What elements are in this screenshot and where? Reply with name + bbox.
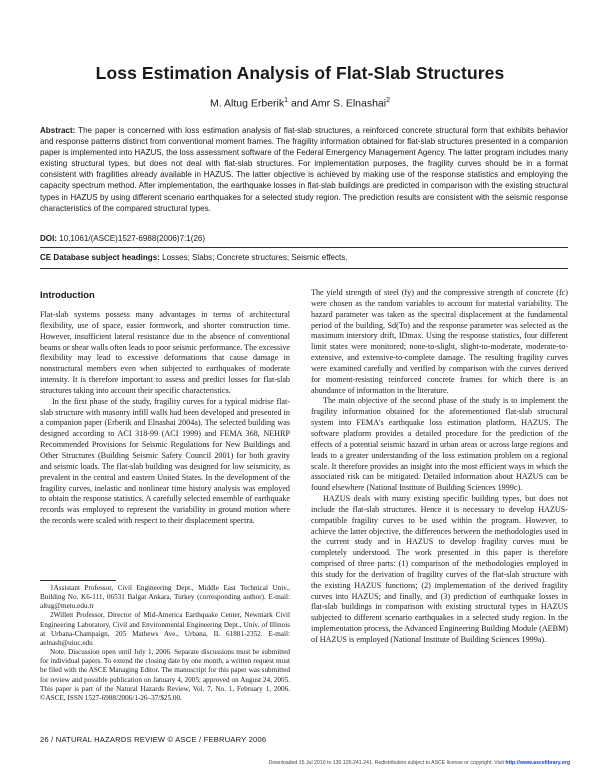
rule-top	[40, 247, 568, 248]
subject-headings	[40, 253, 568, 262]
download-notice	[0, 760, 570, 766]
footnote-2: 2Willett Professor, Director of Mid-America Earthquake Center, Newmark Civil Engineering Laboratory, Civil and Environmental Engineering Dept., Univ. of Illinois at Urbana-Champaign, 205 Mathews Ave., Urbana, IL 61801-2352. E-mail: aelnash@uiuc.edu	[40, 611, 290, 647]
right-column	[311, 288, 568, 646]
doi-value: 10.1061/(ASCE)1527-6988(2006)7:1(26)	[59, 234, 206, 243]
left-column	[40, 310, 290, 527]
page-footer: 26 / NATURAL HAZARDS REVIEW © ASCE / FEBRUARY 2006	[40, 735, 267, 744]
author-1-mark: 1	[284, 97, 289, 104]
paper-title: Loss Estimation Analysis of Flat-Slab Structures	[95, 63, 505, 83]
footnote-rule	[40, 580, 116, 581]
right-paragraph-2: The main objective of the second phase of the study is to implement the fragility information obtained for the aforementioned flat-slab structural system into FEMA's earthquake loss estimation platform, HAZUS. The software platform provides a detailed procedure for the prediction of the effects of a potential seismic hazard in urban areas or across large regions and leads to a greater understanding of the loss estimation problem on a regional scale. It therefore provides an insight into the most efficient ways in which the associated risk can be mitigated. Detailed information about HAZUS can be found elsewhere (National Institute of Building Sciences 1999c).	[311, 396, 568, 493]
rule-bottom	[40, 268, 568, 269]
left-paragraph-1: Flat-slab systems possess many advantages in terms of architectural flexibility, use of space, easier formwork, and shorter construction time. However, insufficient lateral resistance due to the absence of conventional beams or shear walls often leads to poor seismic performance. The excessive flexibility may lead to excessive deformations that cause damage in nonstructural members even when subjected to earthquakes of moderate intensity. It is therefore important to assess and predict losses for flat-slab structures taking into account their specific characteristics.	[40, 310, 290, 395]
author-1: M. Altug Erberik	[210, 97, 285, 110]
right-paragraph-1: The yield strength of steel (fy) and the compressive strength of concrete (fc) were chosen as the random variables to account for material variability. The hazard parameter was taken as the spectral displacement at the fundamental period of the building, Sd(To) and the response parameter was selected as the maximum interstory drift, IDmax. Using the response statistics, four different limit states were monitored; none-to-slight, slight-to-moderate, moderate-to-extensive, and extensive-to-complete damage. The resulting fragility curves were examined carefully and verified by comparison with the curves derived for moment-resisting reinforced concrete frames for which there is an abundance of information in the literature.	[311, 288, 568, 395]
section-heading-introduction: Introduction	[40, 289, 95, 300]
author-2: Amr S. Elnashai	[310, 97, 387, 110]
abstract	[40, 125, 568, 214]
right-paragraph-3: HAZUS deals with many existing specific building types, but does not include the flat-slab structures. Hence it is necessary to develop HAZUS-compatible fragility curves to be used within the program. However, to achieve the latter objective, the differences between the methodologies used in the current study and in HAZUS to develop fragility curves must be completely understood. The work presented in this paper is therefore comprised of three parts: (1) comparison of the methodologies employed in this study for the derivation of fragility curves of the flat-slab structure with the existing HAZUS functions; (2) implementation of the derived fragility curves into HAZUS; and finally, and (3) prediction of earthquake losses in flat-slab buildings in comparison with existing structural types in HAZUS subjected to different scenario earthquakes in a selected study region. In the implementation process, the Advanced Engineering Building Module (AEBM) of HAZUS is employed (National Institute of Building Sciences 1999a).	[311, 494, 568, 644]
abstract-label: Abstract:	[40, 126, 76, 135]
footnote-note: Note. Discussion open until July 1, 2006. Separate discussions must be submitted for individual papers. To extend the closing date by one month, a written request must be filed with the ASCE Managing Editor. The manuscript for this paper was submitted for review and possible publication on January 4, 2005; approved on August 24, 2005. This paper is part of the Natural Hazards Review, Vol. 7, No. 1, February 1, 2006. ©ASCE, ISSN 1527-6988/2006/1-26–37/$25.00.	[40, 648, 290, 702]
subject-headings-value: Losses; Slabs; Concrete structures; Seismic effects.	[162, 253, 348, 262]
footnotes	[40, 584, 290, 703]
download-text: Downloaded 15 Jul 2010 to 130.126.241.241. Redistribution subject to ASCE license or copyright. Visit	[268, 760, 506, 766]
doi-line	[40, 234, 568, 243]
subject-headings-label: CE Database subject headings:	[40, 253, 160, 262]
left-paragraph-2: In the first phase of the study, fragility curves for a typical midrise flat-slab structure with masonry infill walls had been developed and presented in a companion paper (Erberik and Elnashai 2004a). The selected building was designed according to ACI 318-99 (ACI 1999) and FEMA 368, NEHRP Recommended Provisions for Seismic Regulations for New Buildings and Other Structures (Building Seismic Safety Council 2001) for both gravity and seismic loads. The flat-slab building was designed for low seismicity, as prevalent in the central and eastern United States. In the development of the fragility curves, inelastic and nonlinear time history analysis was employed to obtain the response statistics. A carefully selected ensemble of earthquake records was employed to represent the variability in ground motion where the records were scaled with respect to their displacement spectra.	[40, 396, 290, 526]
footnote-1: 1Assistant Professor, Civil Engineering Dept., Middle East Technical Univ., Building No. K6-111, 06531 Balgat Ankara, Turkey (corresponding author). E-mail: altug@metu.edu.tr	[40, 584, 290, 611]
author-2-mark: 2	[386, 97, 390, 104]
author-conjunction: and	[288, 97, 311, 110]
author-line	[0, 97, 600, 110]
abstract-text: The paper is concerned with loss estimation analysis of flat-slab structures, a reinforced concrete structural form that exhibits behavior and response patterns distinct from conventional moment frames. The fragility information obtained for flat-slab structures presented in a companion paper is implemented into HAZUS, the loss assessment software of the Federal Emergency Management Agency. The latter program includes many existing structural types, but does not deal with flat-slab structures. For implementation purposes, the fragility curves should be in a format consistent with fragilities already available in HAZUS. The latter objective is achieved by making use of the response statistics and employing the capacity spectrum method. After implementation, the earthquake losses in flat-slab buildings are predicted in comparison with the existing structural types in HAZUS by using different scenario earthquakes for a selected study region. The prediction results are consistent with the seismic response characteristics of the compared structural types.	[40, 126, 569, 213]
doi-label: DOI:	[40, 234, 57, 243]
ascelibrary-link[interactable]: http://www.ascelibrary.org	[505, 760, 570, 766]
